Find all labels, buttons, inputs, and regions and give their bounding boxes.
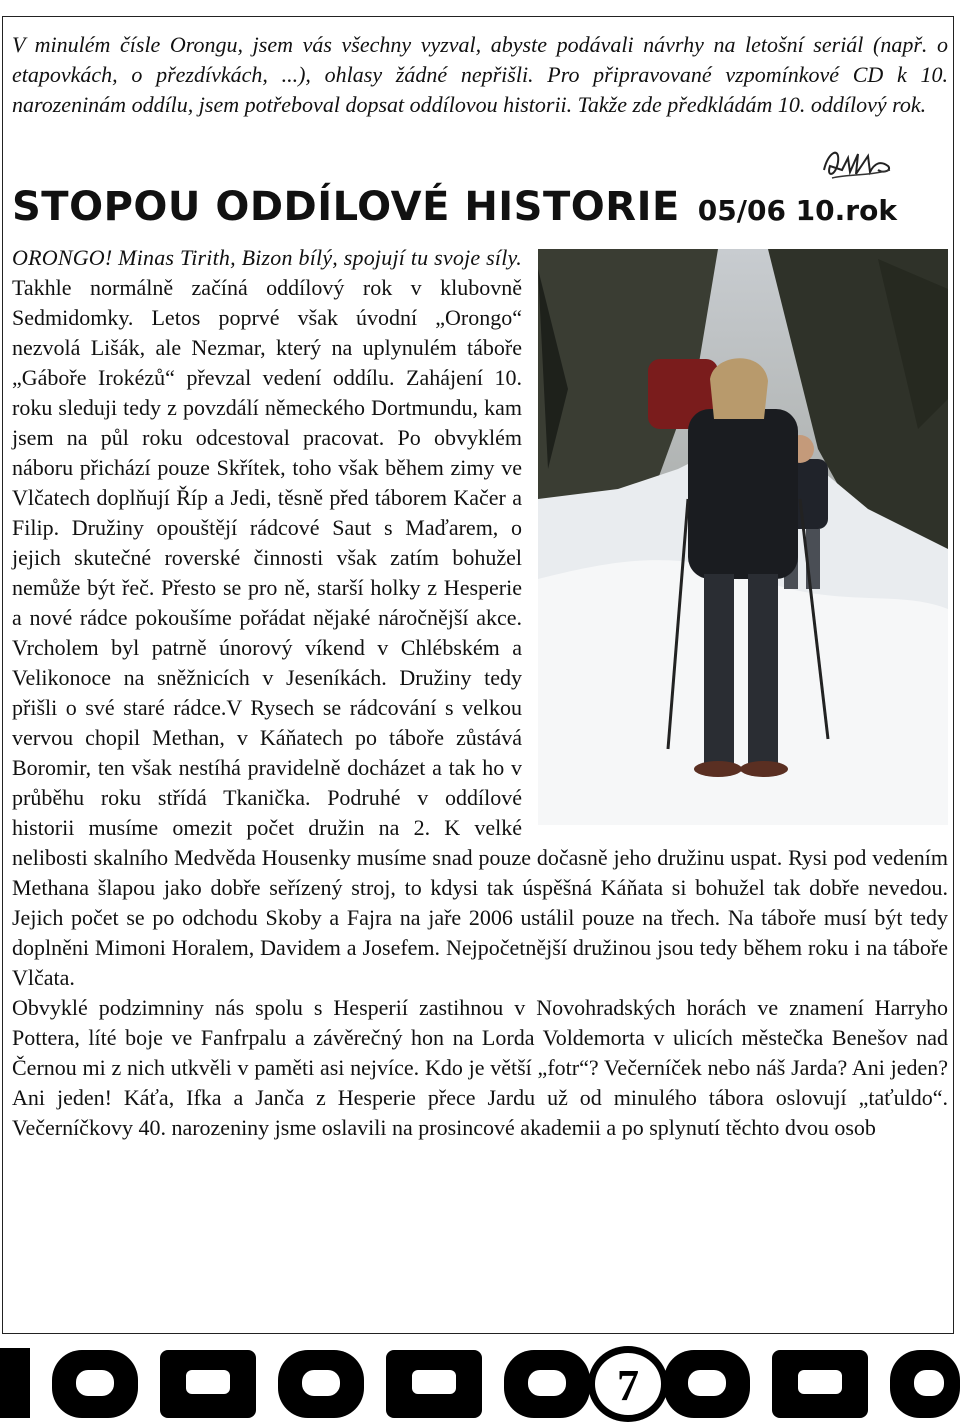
paragraph-2: Obvyklé podzimniny nás spolu s Hesperií zastihnou v Novohradských horách ve znamení Harryho Pottera, líté boje ve Fanfrpalu a závěrečný hon na Lorda Voldemorta v ulicích městečka Benešov nad Černou mi z nich utkvěli v paměti asi nejvíce. Kdo je větší „fotr“? Večerníček nebo náš Jarda? Ani jeden? Ani jeden! Káťa, Ifka a Janča z Hesperie přece Jardu už od minulého tábora oslovují „taťuldo“. Večerníčkovy 40. narozeniny jsme oslavili na prosincové akademii a po splynutí těchto dvou osob <box>12 995 948 1140</box>
intro-note: V minulém čísle Orongu, jsem vás všechny vyzval, abyste podávali návrhy na letošní seriál (např. o etapovkách, o přezdívkách, ...), ohlasy žádné nepřišli. Pro připravované vzpomínkové CD k 10. narozeninám oddílu, jsem potřeboval dopsat oddílovou historii. Takže zde předkládám 10. oddílový rok. <box>12 32 948 117</box>
hikers-in-snow-photo <box>538 249 948 825</box>
title-year: 05/06 10.rok <box>697 194 897 227</box>
article-title <box>12 184 897 230</box>
article-body <box>12 243 948 1143</box>
orongo-footer-logo <box>0 1340 960 1422</box>
paragraph-1: Takhle normálně začíná oddílový rok v klubovně Sedmidomky. Letos poprvé však úvodní „Orongo“ nezvolá Lišák, ale Nezmar, který na uplynulém táboře „Gáboře Irokézů“ převzal vedení oddílu. Zahájení 10. roku sleduji tedy z povzdálí německého Dortmundu, kam jsem na půl roku odcestoval pracovat. Po obvyklém náboru přichází pouze Skřítek, toho však během zimy ve Vlčatech doplňují Říp a Jedi, těsně před táborem Kačer a Filip. Družiny opouštějí rádcové Saut s Maďarem, o jejich skutečné roverské činnosti však zatím bohužel nemůže být řeč. Přesto se pro ně, starší holky z Hesperie a nové rádce pokoušíme pořádat nějaké náročnější akce. Vrcholem byl patrně únorový víkend v Chlébském a Velikonoce na sněžnicích v Jeseníkách. Družiny tedy přišli o své staré rádce.V Rysech se rádcování s velkou vervou chopil Methan, v Káňatech po táboře zůstává Boromir, ten však nestíhá pravidelně docházet a tak ho v průběhu roku střídá Tkanička. Podruhé v oddílové historii musíme omezit počet družin na 2. K velké nelibosti skalního Medvěda Housenky musíme snad pouze dočasně jeho družinu uspat. Rysi pod vedením Methana šlapou jako dobře seřízený stroj, to kdysi tak úspěšná Káňata si bohužel tak dobře nevedou. Jejich počet se po odchodu Skoby a Fajra na jaře 2006 ustálil pouze na třech. Na táboře musí být tedy doplněni Mimoni Horalem, Davidem a Josefem. Nejpočetnější družinou jsou tedy během roku i na táboře Vlčata. <box>12 275 948 990</box>
lead-motto: ORONGO! Minas Tirith, Bizon bílý, spojují tu svoje síly. <box>12 245 522 270</box>
title-text: STOPOU ODDÍLOVÉ HISTORIE <box>12 184 680 230</box>
author-signature <box>818 140 898 186</box>
page-number: 7 <box>617 1361 639 1410</box>
